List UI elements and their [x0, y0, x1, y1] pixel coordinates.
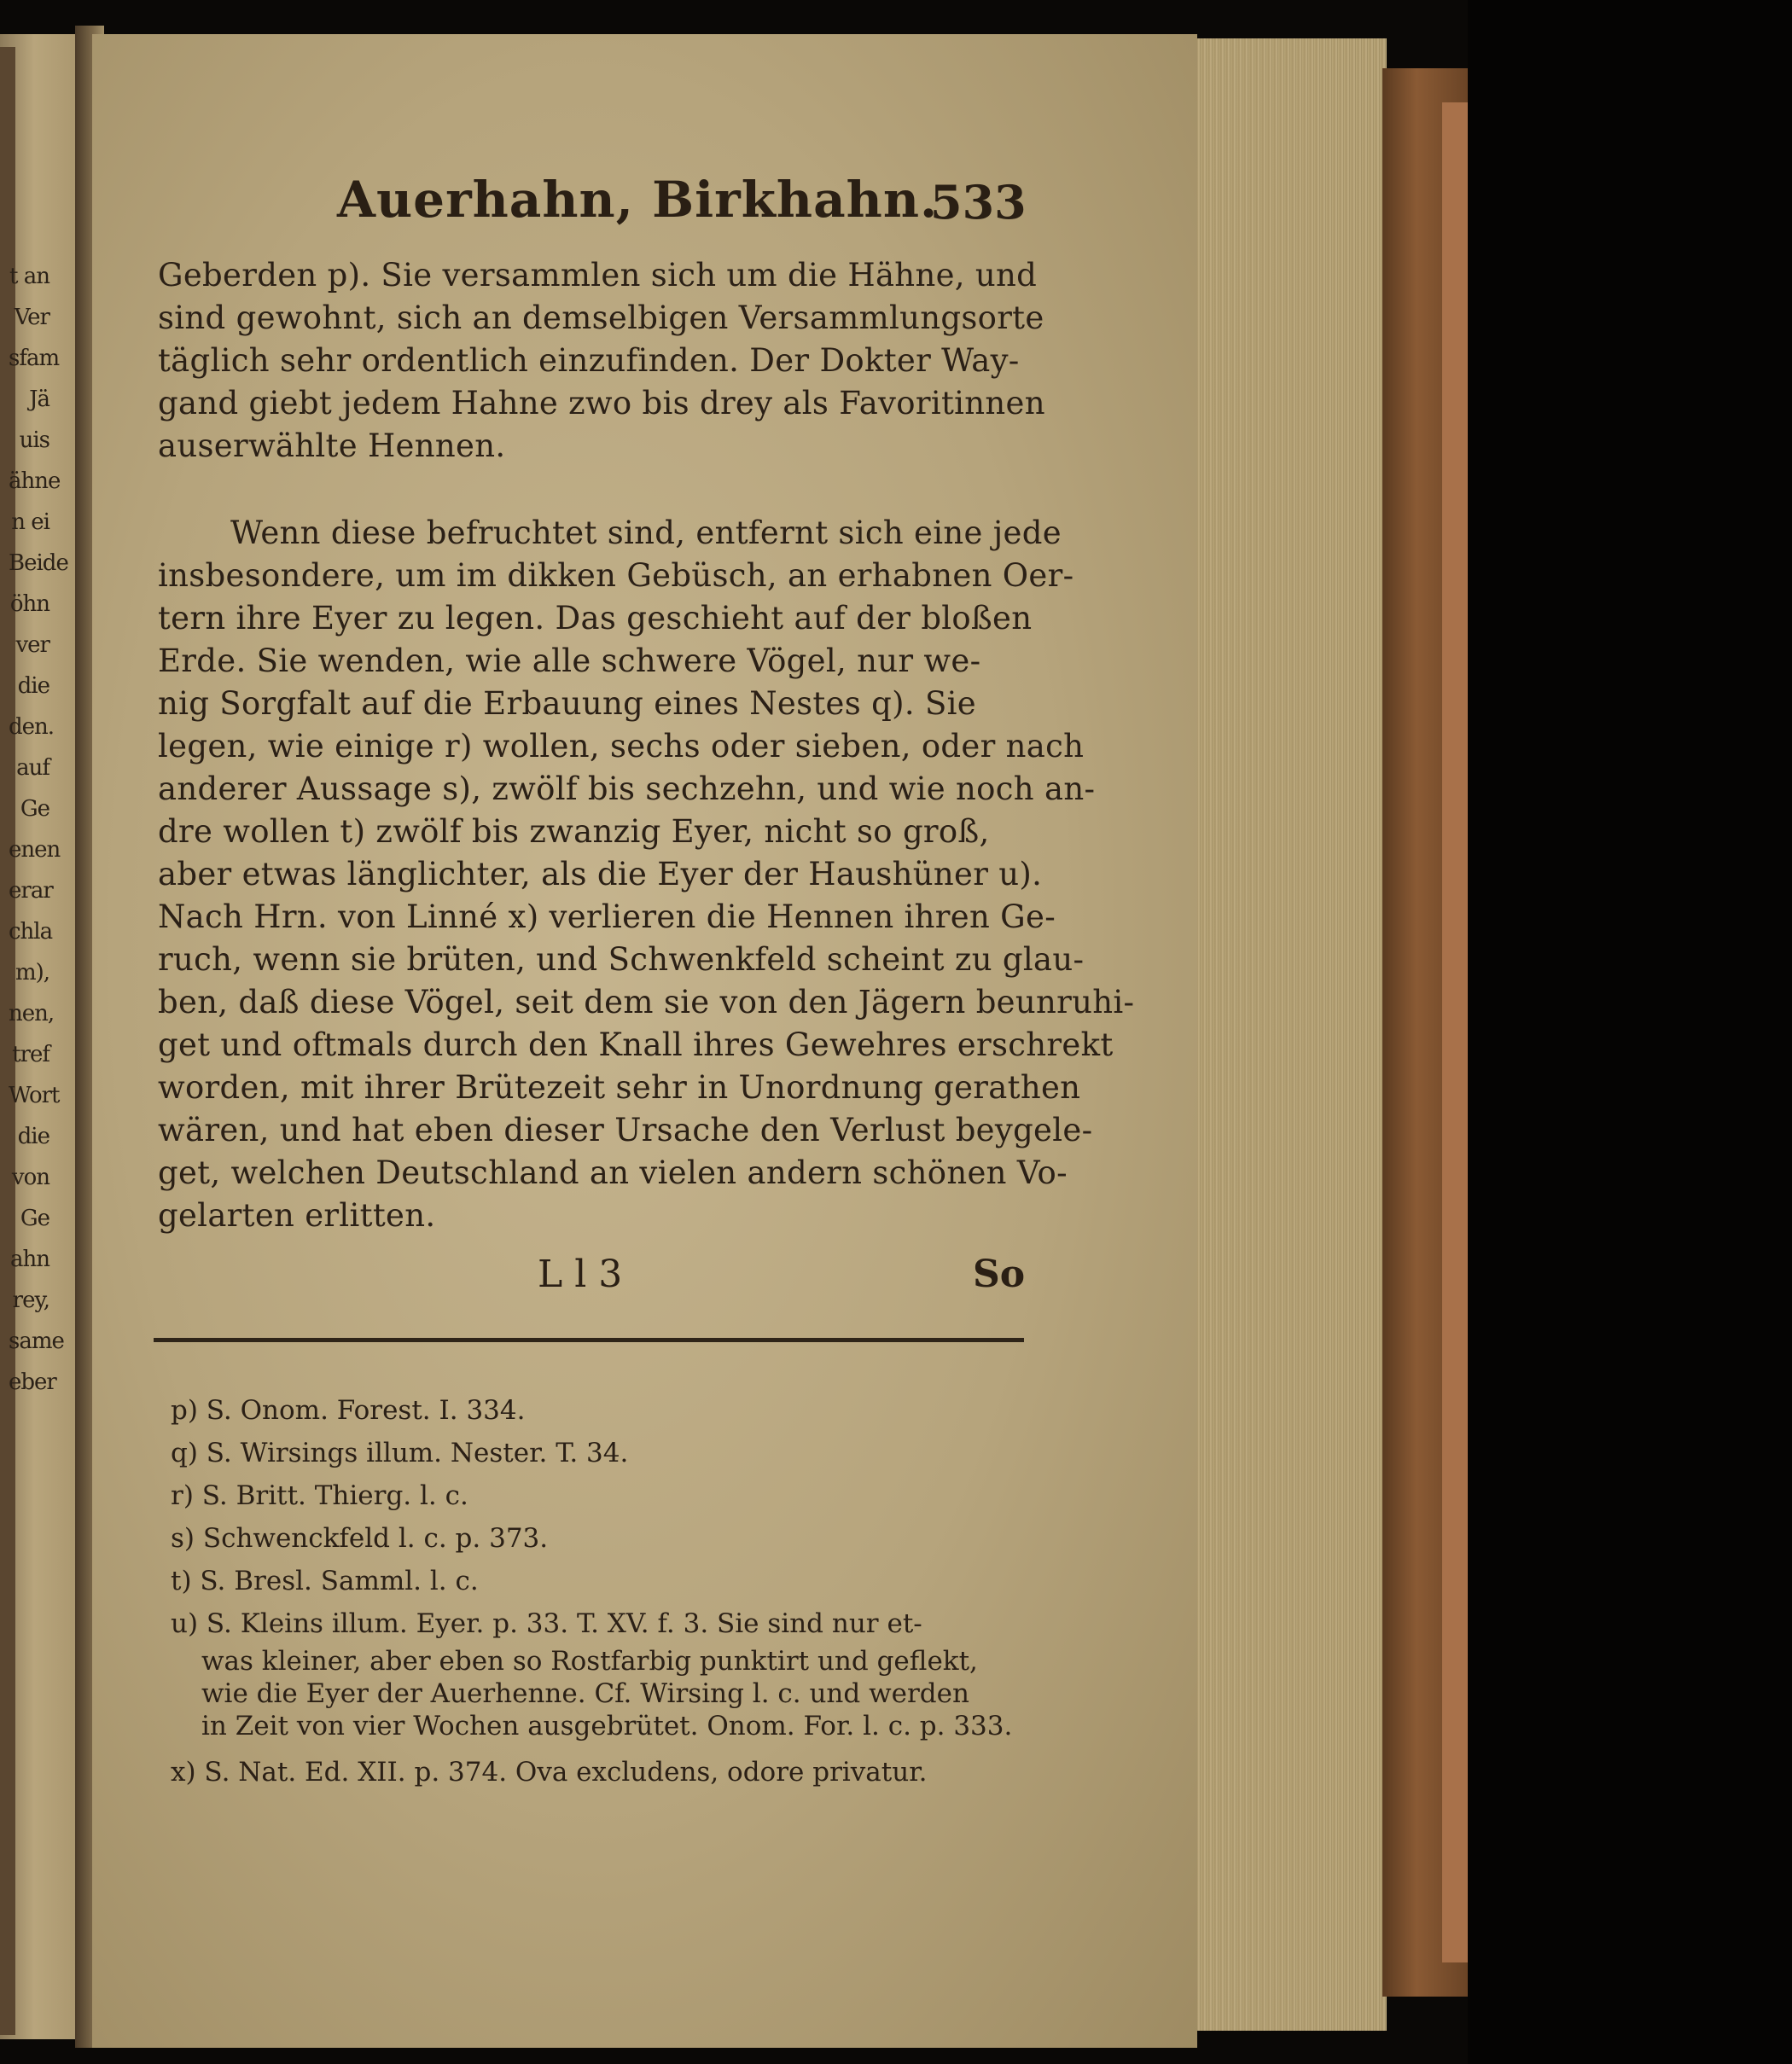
footnote-u-cont: in Zeit von vier Wochen ausgebrütet. Onom. For. l. c. p. 333.: [201, 1711, 1013, 1741]
book-cover-leather: [1442, 102, 1468, 1962]
text-line: dre wollen t) zwölf bis zwanzig Eyer, nicht so groß,: [158, 813, 990, 850]
footnote-u-cont: wie die Eyer der Auerhenne. Cf. Wirsing l. c. und werden: [201, 1678, 969, 1709]
left-margin-fragment: auf: [16, 755, 49, 781]
text-line: ben, daß diese Vögel, seit dem sie von den Jägern beunruhi-: [158, 984, 1135, 1020]
left-margin-fragment: sfam: [9, 346, 60, 371]
left-margin-fragment: öhn: [9, 591, 49, 617]
running-head-title: Auerhahn, Birkhahn.: [337, 171, 939, 229]
left-page-text-fragments: [9, 256, 68, 1403]
text-line: tern ihre Eyer zu legen. Das geschieht auf der bloßen: [158, 600, 1033, 637]
left-margin-fragment: Beide: [9, 550, 68, 576]
text-line: worden, mit ihrer Brütezeit sehr in Unordnung gerathen: [158, 1069, 1081, 1106]
text-line: Nach Hrn. von Linné x) verlieren die Hennen ihren Ge-: [158, 898, 1056, 935]
left-margin-fragment: ahn: [10, 1247, 49, 1272]
left-margin-fragment: rey,: [12, 1288, 49, 1313]
footnote-t: t) S. Bresl. Samml. l. c.: [171, 1566, 479, 1596]
left-margin-fragment: Ge: [20, 796, 49, 822]
text-line: Wenn diese befruchtet sind, entfernt sich eine jede: [230, 515, 1062, 551]
left-margin-fragment: erar: [9, 878, 53, 904]
text-line: ruch, wenn sie brüten, und Schwenkfeld scheint zu glau-: [158, 941, 1085, 978]
left-margin-fragment: same: [9, 1329, 64, 1354]
left-margin-fragment: nen,: [9, 1001, 55, 1026]
text-line: anderer Aussage s), zwölf bis sechzehn, und wie noch an-: [158, 770, 1096, 807]
dark-background: [1468, 0, 1792, 2064]
footnote-s: s) Schwenckfeld l. c. p. 373.: [171, 1523, 549, 1554]
catchword: So: [973, 1253, 1026, 1296]
footnotes: [171, 1389, 1041, 1794]
footnote-p: p) S. Onom. Forest. I. 334.: [171, 1395, 526, 1426]
footnote-x: x) S. Nat. Ed. XII. p. 374. Ova excludens, odore privatur.: [171, 1757, 928, 1788]
paragraph-1: [158, 254, 1045, 468]
text-line: Erde. Sie wenden, wie alle schwere Vögel, nur we-: [158, 642, 981, 679]
left-margin-fragment: den.: [9, 714, 55, 740]
footnote-q: q) S. Wirsings illum. Nester. T. 34.: [171, 1438, 629, 1468]
text-line: aber etwas länglichter, als die Eyer der Haushüner u).: [158, 856, 1043, 892]
footnote-rule: [154, 1338, 1024, 1342]
text-line: legen, wie einige r) wollen, sechs oder sieben, oder nach: [158, 728, 1085, 765]
footnote-u-cont: was kleiner, aber eben so Rostfarbig punktirt und geflekt,: [201, 1646, 978, 1677]
left-margin-fragment: uis: [19, 427, 49, 453]
left-margin-fragment: die: [17, 1124, 49, 1149]
left-margin-fragment: eber: [9, 1369, 56, 1395]
text-line: gand giebt jedem Hahne zwo bis drey als Favoritinnen: [158, 385, 1045, 422]
paragraph-2: [158, 512, 1135, 1237]
left-margin-fragment: ähne: [9, 468, 61, 494]
text-line: insbesondere, um im dikken Gebüsch, an erhabnen Oer-: [158, 557, 1074, 594]
left-margin-fragment: Wort: [9, 1083, 60, 1108]
left-margin-fragment: tref: [12, 1042, 49, 1067]
left-margin-fragment: Ge: [20, 1206, 49, 1231]
left-margin-fragment: n ei: [11, 509, 49, 535]
left-margin-fragment: Jä: [29, 387, 49, 412]
left-margin-fragment: ver: [15, 632, 49, 658]
footnote-u: u) S. Kleins illum. Eyer. p. 33. T. XV. f. 3. Sie sind nur et-: [171, 1608, 922, 1639]
left-margin-fragment: m),: [15, 960, 49, 985]
text-line: get, welchen Deutschland an vielen andern schönen Vo-: [158, 1154, 1068, 1191]
footnote-r: r) S. Britt. Thierg. l. c.: [171, 1480, 468, 1511]
left-margin-fragment: von: [11, 1165, 49, 1190]
left-margin-fragment: chla: [9, 919, 53, 945]
signature-mark: L l 3: [538, 1253, 623, 1296]
page-block-edges: [1195, 38, 1387, 2031]
text-line: sind gewohnt, sich an demselbigen Versammlungsorte: [158, 299, 1044, 336]
text-line: Geberden p). Sie versammlen sich um die Hähne, und: [158, 257, 1038, 294]
text-line: nig Sorgfalt auf die Erbauung eines Nestes q). Sie: [158, 685, 976, 722]
left-margin-fragment: enen: [9, 837, 61, 863]
text-line: täglich sehr ordentlich einzufinden. Der Dokter Way-: [158, 342, 1020, 379]
text-line: gelarten erlitten.: [158, 1197, 436, 1234]
left-margin-fragment: Ver: [14, 305, 49, 330]
text-line: wären, und hat eben dieser Ursache den Verlust beygele-: [158, 1112, 1093, 1148]
body-text: [158, 254, 1135, 1237]
left-margin-fragment: t an: [9, 264, 49, 289]
text-line: get und oftmals durch den Knall ihres Gewehres erschrekt: [158, 1026, 1114, 1063]
left-margin-fragment: die: [17, 673, 49, 699]
text-line: auserwählte Hennen.: [158, 427, 506, 464]
page-number: 533: [930, 175, 1027, 230]
